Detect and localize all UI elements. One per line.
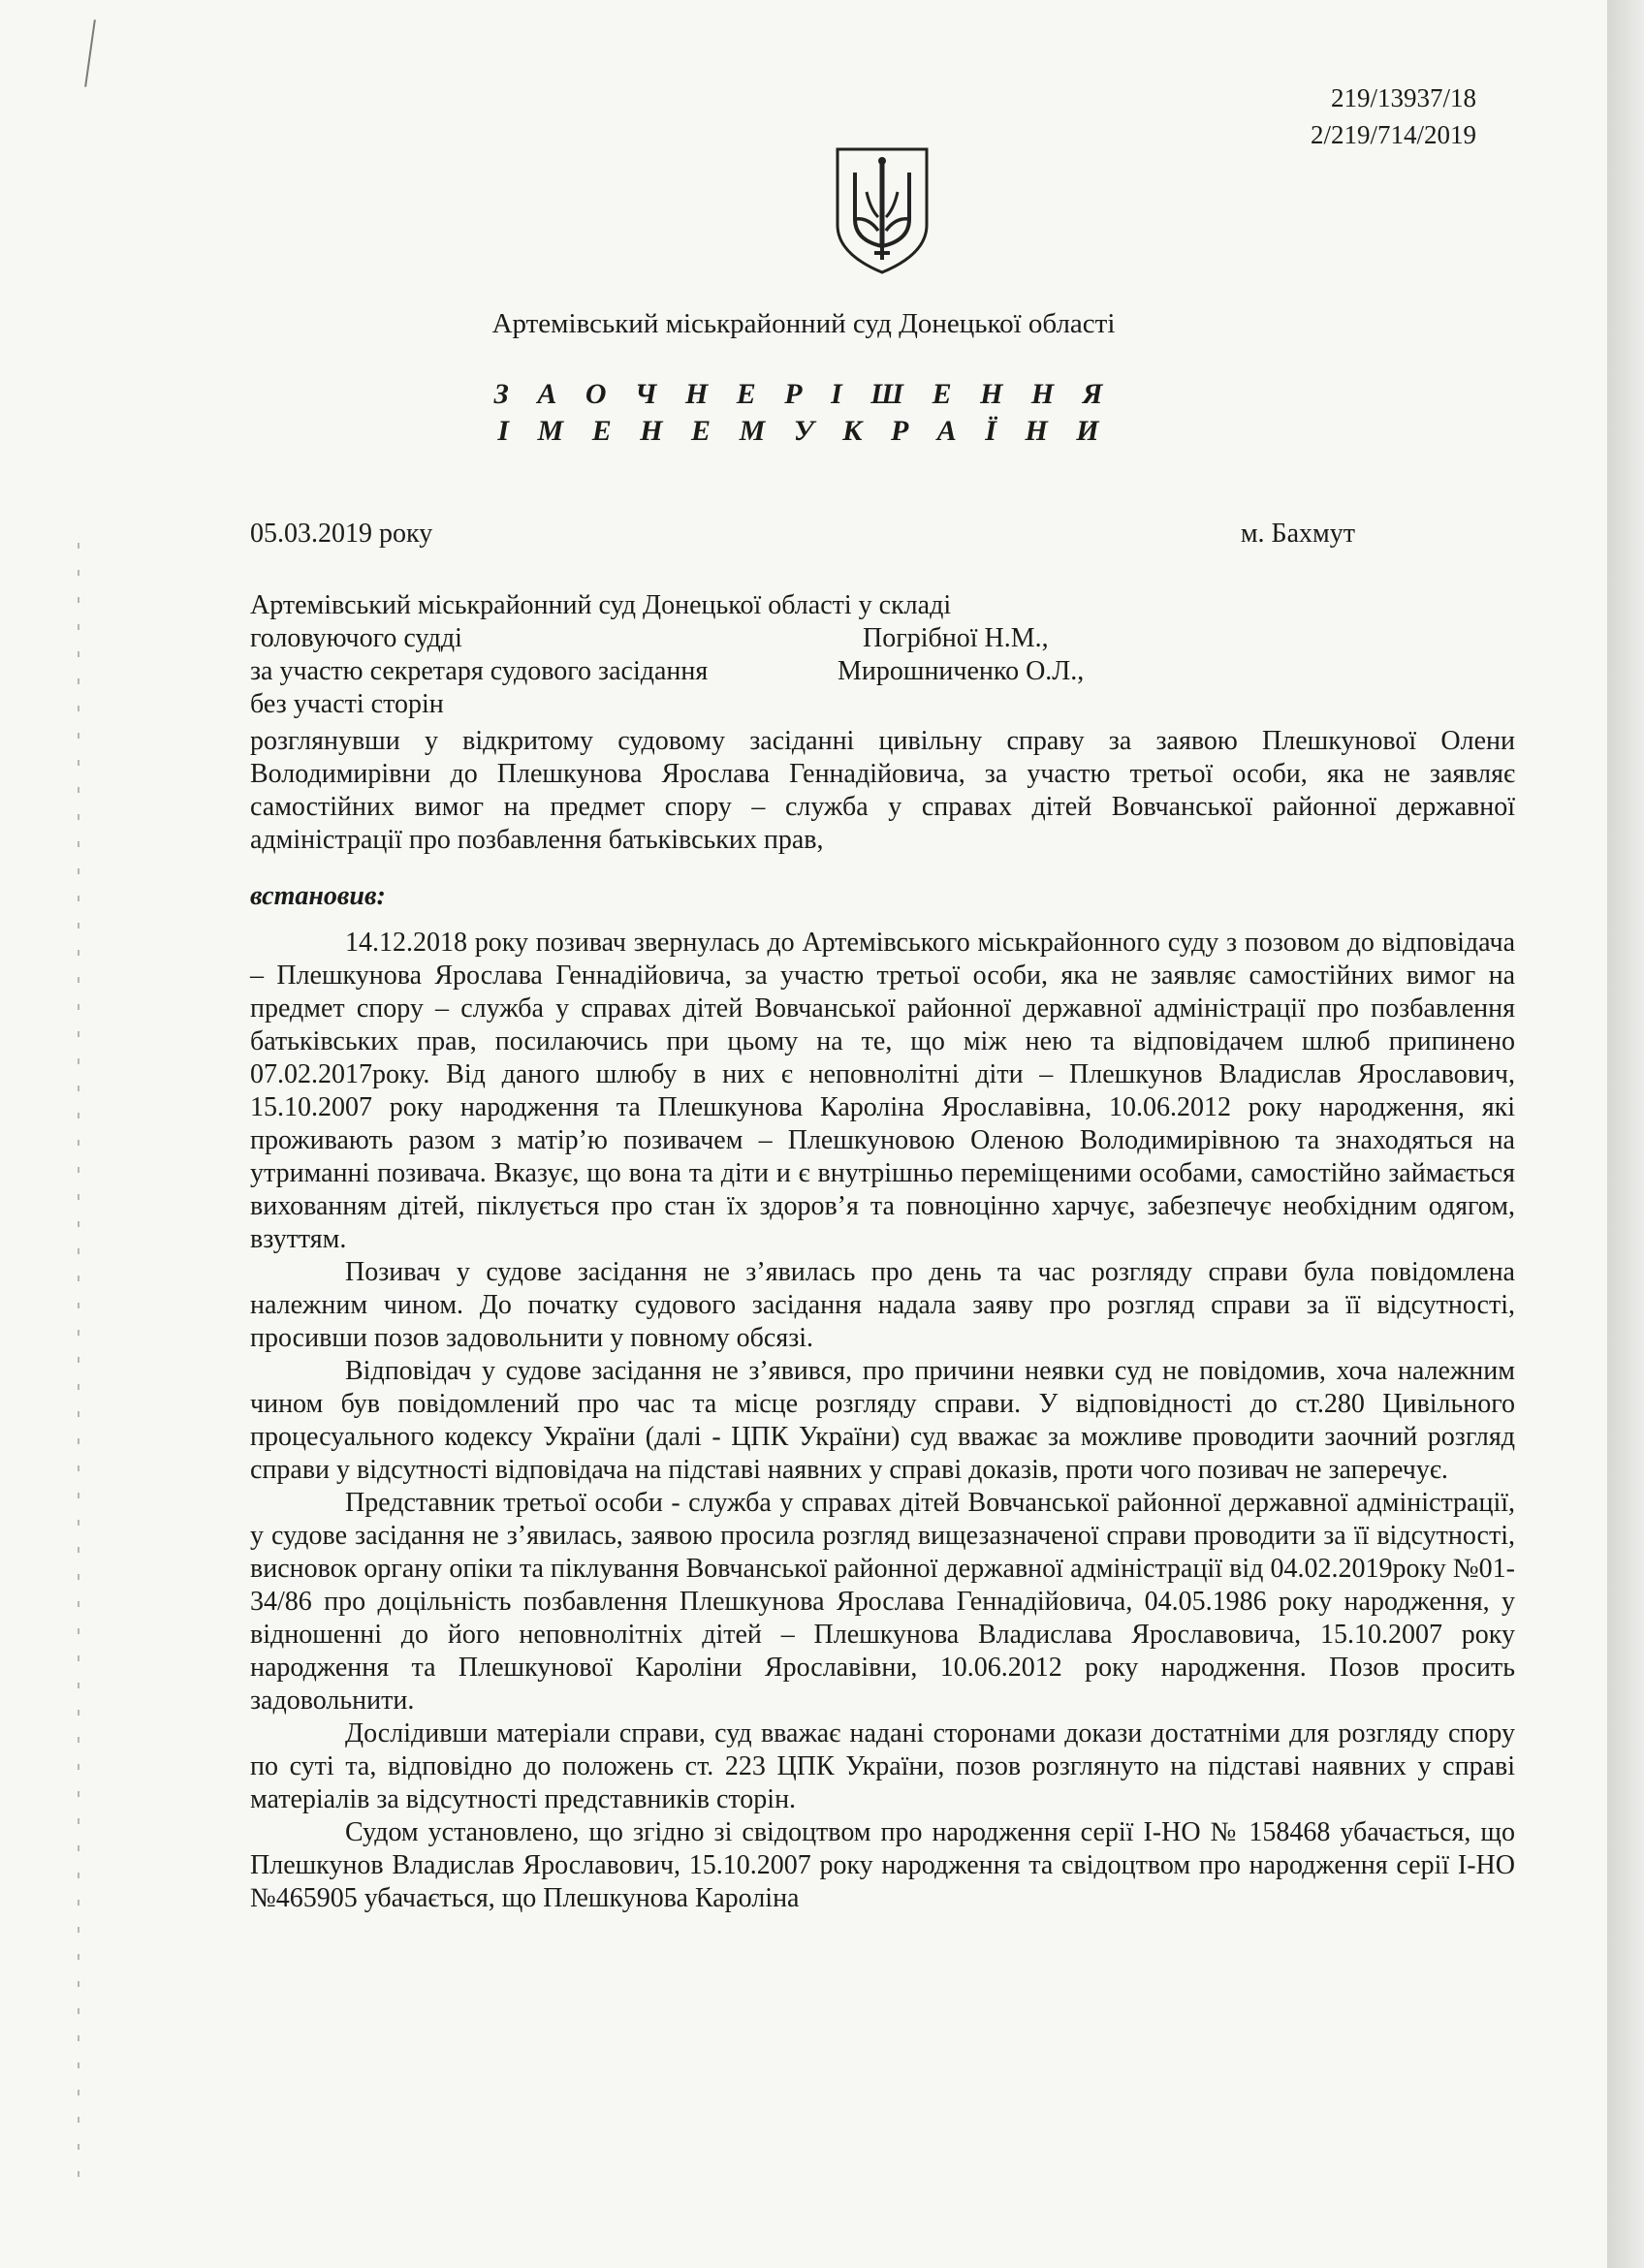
paragraph-defendant-absence: Відповідач у судове засідання не з’явився, про причини неявки суд не повідомив, хоча належним чином був повідомлений про час та місце розгляду справи. У відповідності до ст.280 Цивільного процесуального кодексу України (далі - ЦПК України) суд вважає за можливе проводити заочний розгляд справи у відсутності відповідача на підставі наявних у справі доказів, проти чого позивач не заперечує. (250, 1356, 1515, 1485)
binding-thread (84, 19, 96, 87)
scan-edge (1607, 0, 1644, 2268)
coat-of-arms-icon (834, 145, 931, 276)
binding-holes (78, 543, 79, 2190)
composition-line-secretary (250, 655, 1085, 688)
paragraph-third-party: Представник третьої особи - служба у справах дітей Вовчанської районної державної адміністрації, у судове засідання не з’явилась, заявою просила розгляд вищезазначеної справи проводити за її відсутності, висновок органу опіки та піклування Вовчанської районної державної адміністрації від 04.02.2019року №01-34/86 про доцільність позбавлення Плешкунова Ярослава Геннадійовича, 04.05.1986 року народження, у відношенні до його неповнолітніх дітей – Плешкунова Владислава Ярославовича, 15.10.2007 року народження та Плешкунової Кароліни Ярославівни, 10.06.2012 року народження. Позов просить задовольнити. (250, 1488, 1515, 1716)
composition-line-court: Артемівський міськрайонний суд Донецької області у складі (250, 590, 952, 620)
intro-paragraph: розглянувши у відкритому судовому засіданні цивільну справу за заявою Плешкунової Олени Володимирівни до Плешкунова Ярослава Геннадійовича, за участю третьої особи, яка не заявляє самостійних вимог на предмет спору – служба у справах дітей Вовчанської районної державної адміністрації про позбавлення батьківських прав, (250, 726, 1515, 855)
decision-body (250, 725, 1515, 1915)
paragraph-plaintiff-absence: Позивач у судове засідання не з’явилась про день та час розгляду справи була повідомлена належним чином. До початку судового засідання надала заяву про розгляд справи за її відсутності, просивши позов задовольнити у повному обсязі. (250, 1257, 1515, 1353)
judge-name: Погрібної Н.М., (863, 623, 1049, 653)
court-name: Артемівський міськрайонний суд Донецької області (491, 308, 1116, 339)
composition-line-parties: без участі сторін (250, 689, 444, 719)
title-default-judgment: З А О Ч Н Е Р І Ш Е Н Н Я (493, 378, 1114, 410)
decision-date: 05.03.2019 року (250, 519, 433, 549)
title-name-of-ukraine: І М Е Н Е М У К Р А Ї Н И (497, 415, 1110, 447)
paragraph-evidence: Дослідивши матеріали справи, суд вважає надані сторонами докази достатніми для розгляду спору по суті та, відповідно до положень ст. 223 ЦПК України, позов розглянуто на підставі наявних у справі матеріалів за відсутності представників сторін. (250, 1718, 1515, 1814)
decision-city: м. Бахмут (1240, 519, 1355, 549)
secretary-name: Мирошниченко О.Л., (838, 656, 1085, 686)
court-composition (250, 589, 1085, 721)
case-number-secondary: 2/219/714/2019 (1310, 120, 1476, 149)
case-number-primary: 219/13937/18 (1330, 83, 1476, 112)
paragraph-claim: 14.12.2018 року позивач звернулась до Артемівського міськрайонного суду з позовом до відповідача – Плешкунова Ярослава Геннадійовича, за участю третьої особи, яка не заявляє самостійних вимог на предмет спору – служба у справах дітей Вовчанської районної державної адміністрації про позбавлення батьківських прав, посилаючись при цьому на те, що між нею та відповідачем шлюб припинено 07.02.2017року. Від даного шлюбу в них є неповнолітні діти – Плешкунов Владислав Ярославович, 15.10.2007 року народження та Плешкунова Кароліна Ярославівна, 10.06.2012 року народження, які проживають разом з матір’ю позивачем – Плешкуновою Оленою Володимирівною та знаходяться на утриманні позивача. Вказує, що вона та діти и є внутрішньо переміщеними особами, самостійно займається вихованням дітей, піклується про стан їх здоров’я та повноцінно харчує, забезпечує необхідним одягом, взуттям. (250, 928, 1515, 1254)
decision-title (0, 376, 1607, 450)
composition-line-judge (250, 622, 1049, 655)
date-city-row (250, 519, 1355, 550)
case-numbers (1311, 79, 1476, 153)
secretary-label: за участю секретаря судового засідання (250, 656, 709, 686)
judge-label: головуючого судді (250, 623, 462, 653)
established-heading: встановив: (250, 881, 386, 911)
paragraph-findings: Судом установлено, що згідно зі свідоцтвом про народження серії І-НО № 158468 убачається, що Плешкунов Владислав Ярославович, 15.10.2007 року народження та свідоцтвом про народження серії І-НО №465905 убачається, що Плешкунова Кароліна (250, 1817, 1515, 1913)
